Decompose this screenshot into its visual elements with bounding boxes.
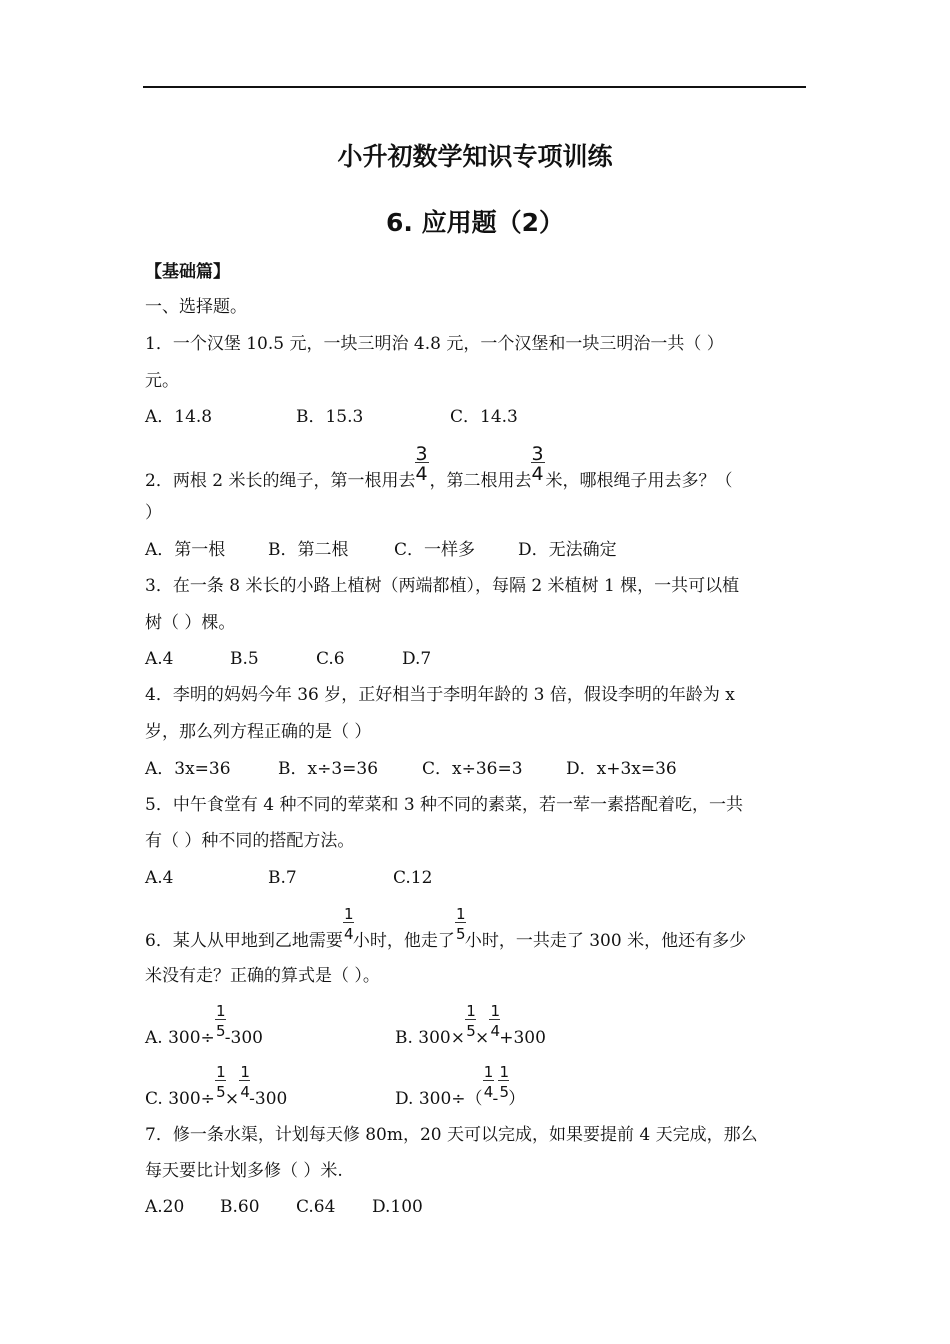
q6-option-c: [145, 1063, 288, 1109]
question-4-line-2: 岁，那么列方程正确的是（ ）: [145, 722, 372, 742]
q7-option-b: B.60: [220, 1197, 260, 1217]
question-5-line-2: 有（ ）种不同的搭配方法。: [145, 831, 355, 851]
question-1-line-1: 1．一个汉堡 10.5 元，一块三明治 4.8 元，一个汉堡和一块三明治一共（ ）: [145, 334, 724, 354]
header-rule: [143, 86, 806, 88]
question-2-line-2: ）: [145, 503, 162, 523]
q7-option-c: C.64: [296, 1197, 336, 1217]
q6-option-c-fraction-1-numerator: 1: [216, 1063, 226, 1081]
q2-fraction-1: [415, 443, 429, 486]
question-7-line-2: 每天要比计划多修（ ）米.: [145, 1161, 343, 1181]
q1-option-a: A．14.8: [145, 407, 213, 427]
q6-option-b-fraction-2-numerator: 1: [490, 1002, 501, 1020]
q6-option-d-tail: ）: [508, 1089, 526, 1109]
q6-option-a: [145, 1002, 263, 1048]
q5-option-a: A.4: [145, 868, 174, 888]
q6-option-b-label: B. 300×: [395, 1028, 465, 1048]
q2-fraction-2-denominator: 4: [531, 463, 544, 485]
q6-option-c-fraction-2-denominator: 4: [240, 1083, 250, 1101]
q6-fraction-2-denominator: 5: [456, 925, 466, 943]
q6-fraction-1-denominator: 4: [344, 925, 354, 943]
q6-option-d-fraction-2-numerator: 1: [499, 1063, 510, 1081]
q3-option-a: A.4: [145, 649, 174, 669]
question-7-line-1: 7．修一条水渠，计划每天修 80m，20 天可以完成，如果要提前 4 天完成，那么: [145, 1125, 758, 1145]
section-label: 【基础篇】: [145, 262, 230, 282]
q6-text-mid: 小时，他走了: [352, 931, 455, 951]
chapter-title: 6. 应用题（2）: [386, 208, 564, 237]
q6-option-d-fraction-2: [498, 1063, 510, 1104]
q1-option-b: B．15.3: [296, 407, 364, 427]
q6-option-b-fraction-1: [465, 1002, 476, 1043]
q1-option-c: C．14.3: [450, 407, 518, 427]
q6-option-d-operator: -: [492, 1089, 499, 1109]
q6-option-c-fraction-1: [215, 1063, 226, 1104]
q2-text-post: 米，哪根绳子用去多？（: [545, 471, 733, 491]
q6-option-b-operator: ×: [475, 1028, 490, 1048]
q6-option-b: [395, 1002, 546, 1048]
q5-option-c: C.12: [393, 868, 433, 888]
q6-option-c-fraction-2: [239, 1063, 250, 1104]
q4-option-a: A．3x=36: [145, 759, 231, 779]
q2-fraction-1-denominator: 4: [415, 463, 428, 485]
q6-option-d-fraction-2-denominator: 5: [499, 1083, 510, 1101]
q4-option-d: D．x+3x=36: [566, 759, 677, 779]
question-5-line-1: 5．中午食堂有 4 种不同的荤菜和 3 种不同的素菜，若一荤一素搭配着吃，一共: [145, 795, 744, 815]
question-1-line-2: 元。: [145, 371, 179, 391]
question-2-line-1: [145, 443, 733, 491]
q6-option-a-fraction-numerator: 1: [216, 1002, 226, 1020]
part-heading: 一、选择题。: [145, 297, 247, 317]
question-3-line-1: 3．在一条 8 米长的小路上植树（两端都植），每隔 2 米植树 1 棵，一共可以植: [145, 576, 740, 596]
q5-option-b: B.7: [268, 868, 297, 888]
question-6-line-2: 米没有走？正确的算式是（ ）。: [145, 966, 380, 986]
q6-option-c-fraction-2-numerator: 1: [240, 1063, 250, 1081]
q6-option-c-operator: ×: [224, 1089, 240, 1109]
q6-option-c-tail: -300: [249, 1089, 288, 1109]
q2-option-b: B．第二根: [268, 540, 349, 560]
q6-option-a-tail: -300: [224, 1028, 263, 1048]
q6-option-c-label: C. 300÷: [145, 1089, 215, 1109]
q6-option-d-fraction-1: [483, 1063, 494, 1104]
q6-option-b-fraction-1-numerator: 1: [466, 1002, 476, 1020]
q2-fraction-2-numerator: 3: [531, 443, 544, 465]
q4-option-c: C．x÷36=3: [422, 759, 523, 779]
q6-option-b-tail: +300: [499, 1028, 546, 1048]
q2-fraction-2: [531, 443, 545, 486]
q6-option-c-fraction-1-denominator: 5: [216, 1083, 226, 1101]
q6-fraction-2: [455, 905, 466, 946]
q6-text-post: 小时，一共走了 300 米，他还有多少: [464, 931, 747, 951]
q6-option-a-fraction-denominator: 5: [216, 1022, 226, 1040]
question-4-line-1: 4．李明的妈妈今年 36 岁，正好相当于李明年龄的 3 倍，假设李明的年龄为 x: [145, 685, 735, 705]
q6-fraction-2-numerator: 1: [456, 905, 466, 923]
q7-option-a: A.20: [145, 1197, 185, 1217]
q6-text-pre: 6．某人从甲地到乙地需要: [145, 931, 343, 951]
q7-option-d: D.100: [372, 1197, 423, 1217]
q2-option-d: D．无法确定: [518, 540, 617, 560]
q3-option-d: D.7: [402, 649, 432, 669]
q6-option-a-label: A. 300÷: [145, 1028, 215, 1048]
question-3-line-2: 树（ ）棵。: [145, 613, 236, 633]
q2-fraction-1-numerator: 3: [415, 443, 428, 465]
q6-option-d-label: D. 300÷（: [395, 1089, 483, 1109]
q2-text-pre: 2．两根 2 米长的绳子，第一根用去: [145, 471, 416, 491]
q2-option-a: A．第一根: [145, 540, 226, 560]
document-title: 小升初数学知识专项训练: [337, 142, 613, 171]
q6-option-a-fraction: [215, 1002, 226, 1043]
q6-option-b-fraction-1-denominator: 5: [466, 1022, 476, 1040]
q6-fraction-1-numerator: 1: [344, 905, 354, 923]
question-6-line-1: [145, 905, 747, 951]
q6-option-b-fraction-2: [489, 1002, 501, 1043]
q6-option-b-fraction-2-denominator: 4: [490, 1022, 501, 1040]
q2-text-mid: ，第二根用去: [429, 471, 532, 491]
q3-option-c: C.6: [316, 649, 345, 669]
q6-fraction-1: [343, 905, 354, 946]
q3-option-b: B.5: [230, 649, 259, 669]
q6-option-d-fraction-1-denominator: 4: [483, 1083, 494, 1101]
q6-option-d: [395, 1063, 526, 1109]
q4-option-b: B．x÷3=36: [278, 759, 379, 779]
q2-option-c: C．一样多: [394, 540, 476, 560]
q6-option-d-fraction-1-numerator: 1: [483, 1063, 494, 1081]
